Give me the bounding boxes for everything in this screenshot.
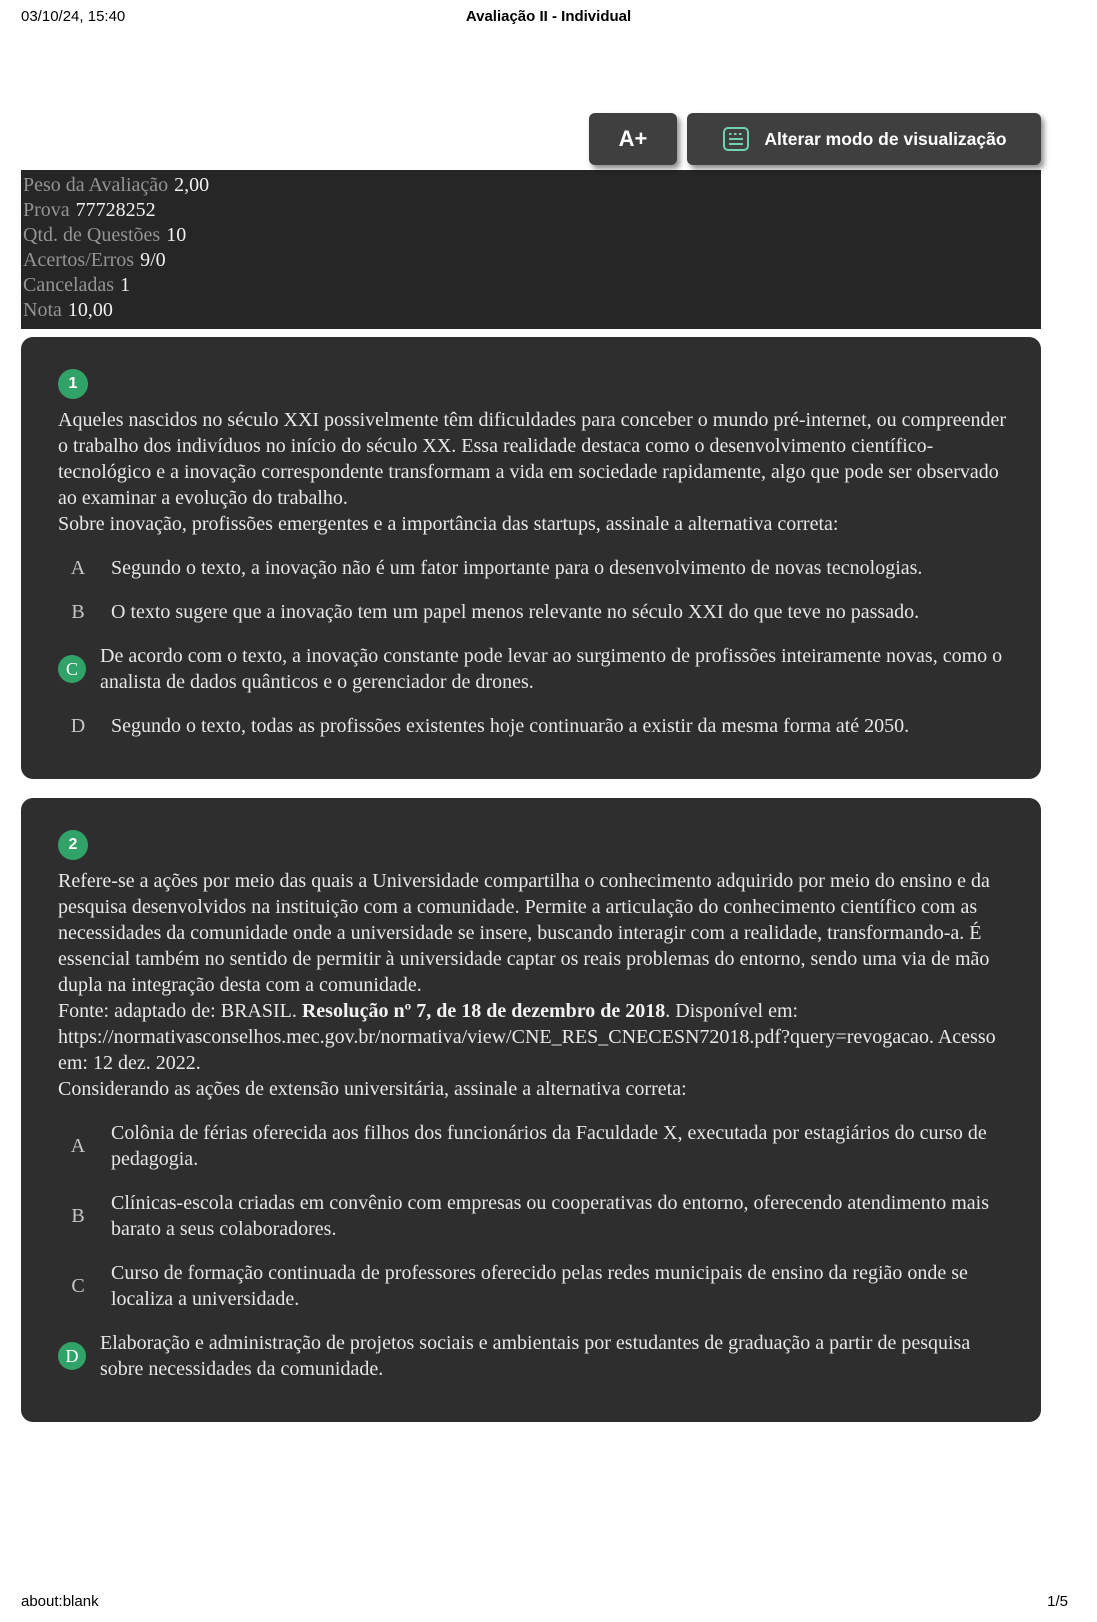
option-text: Segundo o texto, todas as profissões existentes hoje continuarão a existir da mesma forma até 2050. xyxy=(111,715,910,737)
option-letter: A xyxy=(70,556,86,579)
summary-value: 10 xyxy=(166,224,187,246)
option-row-c-correct xyxy=(58,643,1011,695)
correct-option-badge: C xyxy=(58,655,86,683)
question-card-2 xyxy=(21,798,1041,1422)
question-instruction: Sobre inovação, profissões emergentes e a importância das startups, assinale a alternativa correta: xyxy=(58,513,839,535)
option-letter: B xyxy=(71,1204,85,1227)
summary-value: 1 xyxy=(120,274,131,296)
option-row-a xyxy=(58,555,1011,581)
option-letter: C xyxy=(71,1274,85,1297)
option-text: Curso de formação continuada de professores oferecido pelas redes municipais de ensino da região onde se localiza a universidade. xyxy=(111,1262,968,1310)
print-datetime: 03/10/24, 15:40 xyxy=(21,8,126,25)
summary-label: Prova xyxy=(23,199,70,221)
option-letter: B xyxy=(71,600,85,623)
font-size-button[interactable]: A+ xyxy=(589,113,677,165)
option-row-d-correct xyxy=(58,1330,1011,1382)
source-reference: Resolução nº 7, de 18 de dezembro de 2018 xyxy=(301,1000,666,1022)
option-text: Elaboração e administração de projetos sociais e ambientais por estudantes de graduação a partir de pesquisa sobre necessidades da comunidade. xyxy=(100,1332,971,1380)
exam-summary xyxy=(21,170,1041,329)
option-text: Clínicas-escola criadas em convênio com empresas ou cooperativas do entorno, oferecendo atendimento mais barato a seus colaboradores. xyxy=(111,1192,990,1240)
option-text: O texto sugere que a inovação tem um papel menos relevante no século XXI do que teve no passado. xyxy=(111,601,920,623)
options-list xyxy=(58,555,1011,739)
option-row-a xyxy=(58,1120,1011,1172)
card-view-icon xyxy=(721,124,751,154)
options-list xyxy=(58,1120,1011,1382)
summary-row xyxy=(23,173,1037,198)
summary-label: Qtd. de Questões xyxy=(23,224,161,246)
question-number-badge: 2 xyxy=(58,830,88,860)
correct-option-badge: D xyxy=(58,1342,86,1370)
option-row-b xyxy=(58,1190,1011,1242)
option-text: De acordo com o texto, a inovação constante pode levar ao surgimento de profissões inteiramente novas, como o analista de dados quânticos e o gerenciador de drones. xyxy=(100,645,1003,693)
page-title: Avaliação II - Individual xyxy=(465,8,632,25)
source-prefix: Fonte: adaptado de: BRASIL. xyxy=(58,1000,302,1022)
question-text xyxy=(58,868,1011,1102)
question-source xyxy=(58,998,1011,1076)
question-text xyxy=(58,407,1011,537)
footer-page-number: 1/5 xyxy=(1047,1593,1068,1610)
view-mode-button[interactable] xyxy=(687,113,1041,165)
summary-row xyxy=(23,298,1037,323)
footer-url: about:blank xyxy=(21,1593,99,1610)
summary-row xyxy=(23,198,1037,223)
source-suffix: . Disponível em: https://normativasconselhos.mec.gov.br/normativa/view/CNE_RES_CNECESN72018.pdf?query=revogacao. Acesso em: 12 dez. 2022. xyxy=(58,1000,996,1074)
summary-label: Acertos/Erros xyxy=(23,249,135,271)
summary-label: Nota xyxy=(23,299,62,321)
option-letter: A xyxy=(70,1134,86,1157)
option-letter: D xyxy=(70,714,86,737)
question-paragraph: Aqueles nascidos no século XXI possivelmente têm dificuldades para conceber o mundo pré-internet, ou compreender o trabalho dos indivíduos no início do século XX. Essa realidade destaca como o desenvolvimento científico-tecnológico e a inovação correspondente transformam a vida em sociedade rapidamente, algo que pode ser observado ao examinar a evolução do trabalho. xyxy=(58,409,1007,509)
view-mode-button-label: Alterar modo de visualização xyxy=(764,128,1007,149)
toolbar xyxy=(21,113,1041,165)
summary-label: Peso da Avaliação xyxy=(23,174,169,196)
question-number-badge: 1 xyxy=(58,369,88,399)
summary-value: 9/0 xyxy=(140,249,166,271)
option-row-b xyxy=(58,599,1011,625)
option-text: Colônia de férias oferecida aos filhos dos funcionários da Faculdade X, executada por estagiários do curso de pedagogia. xyxy=(111,1122,987,1170)
option-text: Segundo o texto, a inovação não é um fator importante para o desenvolvimento de novas tecnologias. xyxy=(111,557,923,579)
summary-value: 77728252 xyxy=(75,199,156,221)
option-row-d xyxy=(58,713,1011,739)
option-row-c xyxy=(58,1260,1011,1312)
summary-row xyxy=(23,248,1037,273)
page-content xyxy=(21,113,1041,1422)
question-instruction: Considerando as ações de extensão universitária, assinale a alternativa correta: xyxy=(58,1078,687,1100)
summary-value: 10,00 xyxy=(67,299,113,321)
summary-value: 2,00 xyxy=(174,174,210,196)
summary-label: Canceladas xyxy=(23,274,115,296)
summary-row xyxy=(23,223,1037,248)
question-card-1 xyxy=(21,337,1041,779)
print-header xyxy=(0,8,1097,25)
question-paragraph: Refere-se a ações por meio das quais a Universidade compartilha o conhecimento adquirido por meio do ensino e da pesquisa desenvolvidos na instituição com a comunidade. Permite a articulação do conhecimento científico com as necessidades da comunidade onde a universidade se insere, buscando interagir com a realidade, transformando-a. É essencial também no sentido de permitir à universidade captar os reais problemas do entorno, sendo uma via de mão dupla na integração desta com a comunidade. xyxy=(58,870,990,996)
summary-row xyxy=(23,273,1037,298)
